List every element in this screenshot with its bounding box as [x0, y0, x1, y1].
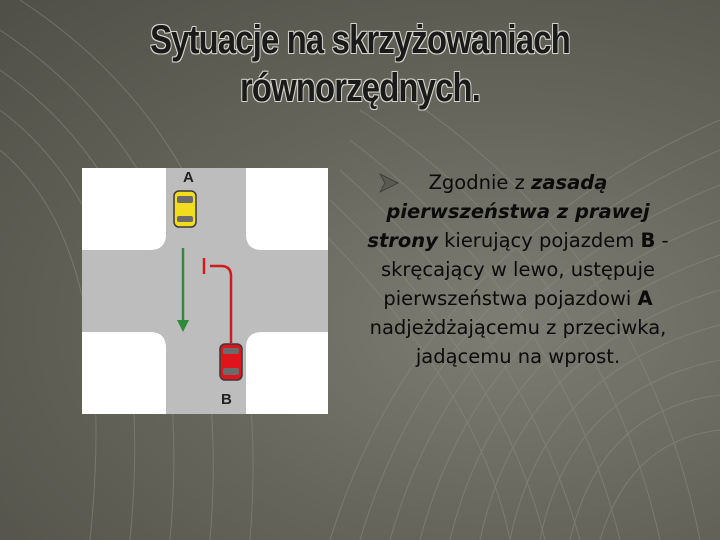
vehicle-b-ref: B	[640, 229, 656, 252]
corner-top-left	[82, 168, 166, 250]
corner-top-right	[246, 168, 328, 250]
vehicle-a-ref: A	[637, 287, 653, 310]
rule-description	[356, 168, 680, 371]
label-b: B	[221, 391, 232, 408]
intersection-diagram	[82, 168, 328, 414]
corner-bottom-right	[246, 332, 328, 414]
priority-rule-name: zasadą pierwszeństwa z prawej strony	[367, 171, 650, 252]
body-text-7: nadjeżdżającemu z przeciwka, jadącemu na wprost.	[369, 316, 667, 368]
car-a	[174, 191, 196, 227]
label-a: A	[183, 169, 194, 186]
body-text-5: - skręcający w lewo, ustępuje pierwszeństwa pojazdowi	[380, 229, 669, 310]
title-line-1: Sytuacje na skrzyżowaniach	[150, 18, 570, 62]
corner-bottom-left	[82, 332, 166, 414]
body-text-3: kierujący pojazdem	[437, 229, 641, 252]
title-line-2: równorzędnych.	[239, 66, 481, 110]
car-b	[220, 344, 242, 380]
body-text-1: Zgodnie z	[428, 171, 532, 194]
